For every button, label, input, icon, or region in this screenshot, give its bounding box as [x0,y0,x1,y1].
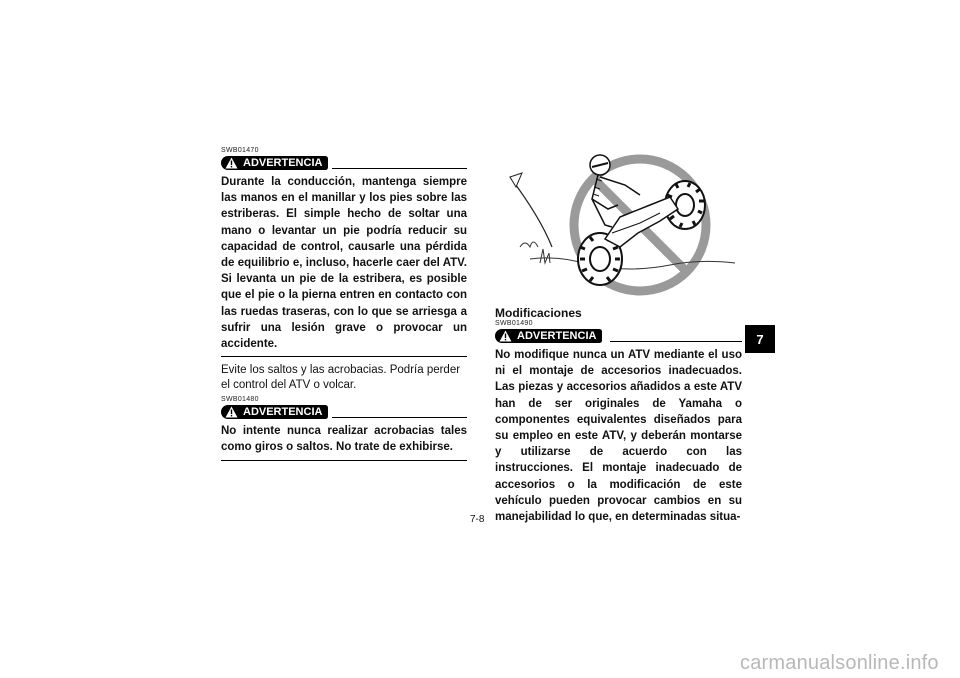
warning-label: ADVERTENCIA [243,406,323,419]
warning-label: ADVERTENCIA [517,330,597,342]
warning-rule [332,158,467,169]
warning-text: Durante la conducción, mantenga siempre las manos en el manillar y los pies sobre las estriberas. El simple hecho de soltar una mano o levantar un pie podría reducir su capacidad de control, causarle una pérdida de equilibrio e, incluso, hacerle caer del ATV. Si levanta un pie de la estribera, es posible que el pie o la pierna entren en contacto con las ruedas traseras, con lo que se arriesga a sufrir una lesión grave o provocar un accidente. [221,174,467,357]
left-column [221,147,467,461]
body-text: Evite los saltos y las acrobacias. Podría perder el control del ATV o volcar. [221,364,461,392]
page-number: 7-8 [470,514,485,525]
warning-header [495,328,742,344]
atv-wheelie-prohibited-illustration [500,147,740,307]
warning-triangle-icon [499,330,512,342]
warning-label: ADVERTENCIA [243,157,323,169]
warning-text: No modifique nunca un ATV mediante el uso ni el montaje de accesorios inadecuados. Las piezas y accesorios añadidos a este ATV han de ser originales de Yamaha o componentes equivalentes diseñados para su empleo en este ATV, y deberán montarse y utilizarse de acuerdo con las instrucciones. El montaje inadecuado de accesorios o la modificación de este vehículo pueden provocar cambios en su manejabilidad lo que, en determinadas situa- [495,349,742,524]
warning-code: SWB01480 [221,396,259,404]
warning-code: SWB01470 [221,147,259,154]
warning-rule [332,407,467,418]
warning-text: No intente nunca realizar acrobacias tales como giros o saltos. No trate de exhibirse. [221,423,467,460]
ground [530,258,735,269]
warning-header [221,155,467,171]
warning-badge [221,405,328,419]
warning-badge [495,329,602,343]
warning-triangle-icon [225,157,238,169]
warning-badge [221,156,328,170]
chapter-tab: 7 [745,325,775,353]
warning-rule [610,331,742,342]
watermark: carmanualsonline.info [740,652,939,674]
right-column [495,306,742,529]
section-title: Modificaciones [495,306,582,320]
warning-triangle-icon [225,406,238,418]
warning-header [221,404,467,420]
warning-code: SWB01490 [495,320,533,327]
